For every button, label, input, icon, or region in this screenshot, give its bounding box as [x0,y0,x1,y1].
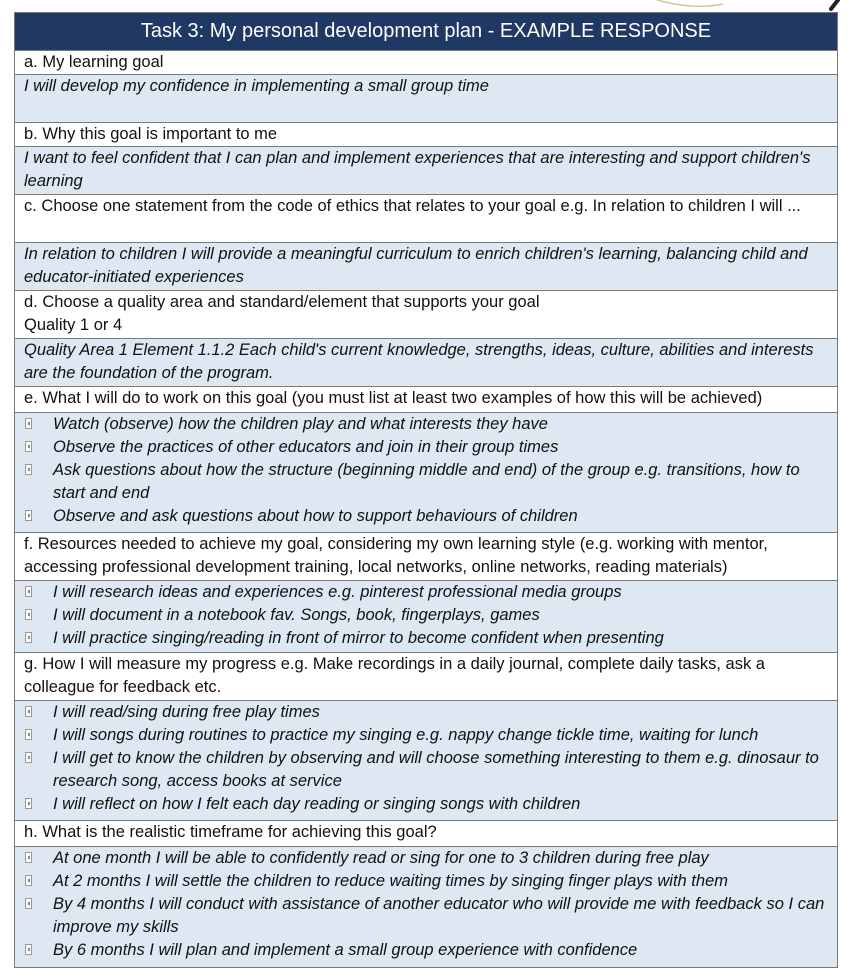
bullet-icon [25,852,32,863]
list-item: By 4 months I will conduct with assistance of another educator who will provide me with feedback so I can improve my skills [24,893,829,939]
answer-c: In relation to children I will provide a meaningful curriculum to enrich children's learning, balancing child and educator-initiated experiences [15,243,837,291]
question-f: f. Resources needed to achieve my goal, considering my own learning style (e.g. working with mentor, accessing professional development training, local networks, online networks, reading materials) [15,533,837,581]
list-item: Ask questions about how the structure (beginning middle and end) of the group e.g. transitions, how to start and end [24,459,829,505]
bullet-icon [25,464,32,475]
answer-h-list [15,847,837,967]
list-item: I will read/sing during free play times [24,701,829,724]
list-item: By 6 months I will plan and implement a small group experience with confidence [24,939,829,962]
list-item: I will document in a notebook fav. Songs, book, fingerplays, games [24,604,829,627]
bullet-icon [25,632,32,643]
corner-graphic [653,0,853,12]
list-item: At 2 months I will settle the children to reduce waiting times by singing finger plays with them [24,870,829,893]
question-b: b. Why this goal is important to me [15,123,837,147]
bullet-icon [25,875,32,886]
question-a: a. My learning goal [15,51,837,75]
question-e: e. What I will do to work on this goal (you must list at least two examples of how this will be achieved) [15,387,837,413]
bullet-icon [25,441,32,452]
answer-b: I want to feel confident that I can plan and implement experiences that are interesting and support children's learning [15,147,837,195]
list-item: I will practice singing/reading in front of mirror to become confident when presenting [24,627,829,650]
bullet-icon [25,944,32,955]
answer-f-list [15,581,837,653]
bullet-icon [25,418,32,429]
list-item: At one month I will be able to confidently read or sing for one to 3 children during free play [24,847,829,870]
bullet-icon [25,898,32,909]
list-item: I will research ideas and experiences e.g. pinterest professional media groups [24,581,829,604]
question-d-line1: d. Choose a quality area and standard/element that supports your goal [24,293,540,311]
question-d-line2: Quality 1 or 4 [24,316,123,334]
table-title: Task 3: My personal development plan - EXAMPLE RESPONSE [15,13,837,51]
answer-a: I will develop my confidence in implementing a small group time [15,75,837,123]
question-d [15,291,837,339]
bullet-icon [25,798,32,809]
bullet-icon [25,752,32,763]
question-c: c. Choose one statement from the code of ethics that relates to your goal e.g. In relation to children I will ... [15,195,837,243]
bullet-icon [25,510,32,521]
bullet-icon [25,729,32,740]
list-item: I will reflect on how I felt each day reading or singing songs with children [24,793,829,816]
answer-d: Quality Area 1 Element 1.1.2 Each child's current knowledge, strengths, ideas, culture, abilities and interests are the foundation of the program. [15,339,837,387]
answer-g-list [15,701,837,821]
bullet-icon [25,609,32,620]
answer-e-list [15,413,837,533]
list-item: Watch (observe) how the children play and what interests they have [24,413,829,436]
list-item: Observe and ask questions about how to support behaviours of children [24,505,829,528]
list-item: I will songs during routines to practice my singing e.g. nappy change tickle time, waiting for lunch [24,724,829,747]
list-item: I will get to know the children by observing and will choose something interesting to them e.g. dinosaur to research song, access books at service [24,747,829,793]
development-plan-table [14,12,838,968]
bullet-icon [25,586,32,597]
bullet-icon [25,706,32,717]
list-item: Observe the practices of other educators and join in their group times [24,436,829,459]
question-g: g. How I will measure my progress e.g. Make recordings in a daily journal, complete daily tasks, ask a colleague for feedback etc. [15,653,837,701]
question-h: h. What is the realistic timeframe for achieving this goal? [15,821,837,847]
